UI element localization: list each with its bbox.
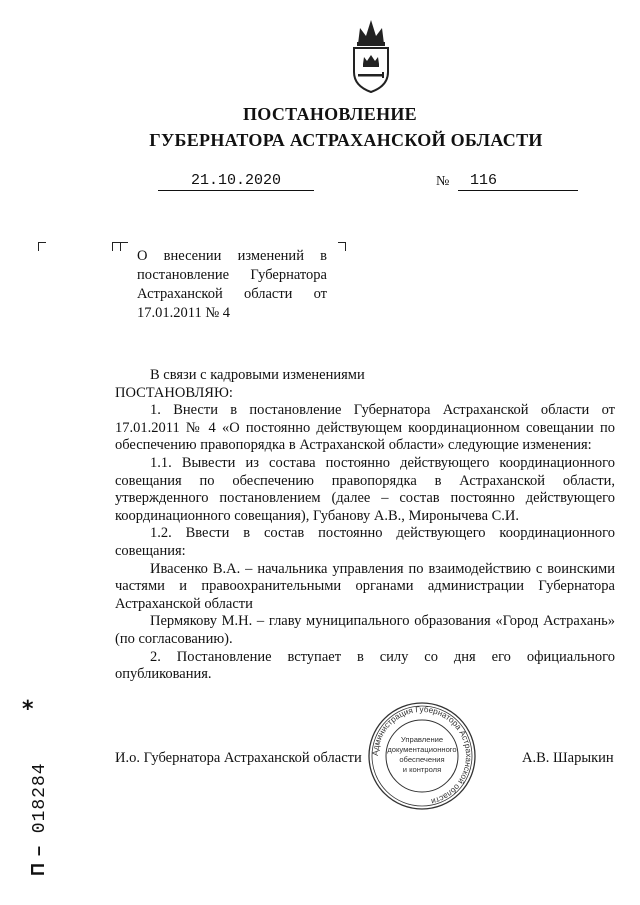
- decree-word: ПОСТАНОВЛЯЮ:: [115, 384, 233, 401]
- stamp-center-line: обеспечения: [399, 755, 445, 764]
- number-label: №: [436, 174, 450, 189]
- intro-paragraph: В связи с кадровыми изменениями: [150, 367, 365, 383]
- corner-mark: [112, 242, 120, 251]
- paragraph-1: 1. Внести в постановление Губернатора Астраханской области от 17.01.2011 № 4 «О постоянно действующем координационном совещании по обеспечению правопорядка в Астраханской области» следующие изменения:: [115, 402, 615, 454]
- side-serial-code: [28, 762, 50, 876]
- paragraph-1-1: 1.1. Вывести из состава постоянно действующего координационного совещания по обеспечению правопорядка в Астраханской области, утвержденного постановлением (далее – состав постоянно действующего координационного совещания), Губанову А.В., Миронычева С.И.: [115, 454, 615, 524]
- corner-mark: [338, 242, 346, 251]
- paragraph-2: 2. Постановление вступает в силу со дня его официального опубликования.: [115, 648, 615, 683]
- stamp-ring-text: Администрация Губернатора Астраханской области: [370, 704, 474, 806]
- document-date: 21.10.2020: [158, 172, 314, 191]
- corner-mark: [120, 242, 128, 251]
- official-stamp: [367, 700, 477, 812]
- corner-mark: [38, 242, 46, 251]
- stamp-center-line: Управление: [400, 735, 444, 744]
- serial-number: 018284: [30, 762, 50, 834]
- document-body: [115, 367, 615, 684]
- serial-prefix: П –: [28, 845, 48, 876]
- document-title: ПОСТАНОВЛЕНИЕ: [243, 104, 417, 124]
- paragraph-1-2: 1.2. Ввести в состав постоянно действующего координационного совещания:: [115, 525, 615, 559]
- signatory-position: И.о. Губернатора Астраханской области: [115, 750, 362, 766]
- document-subject: О внесении изменений в постановление Губернатора Астраханской области от 17.01.2011 № 4: [137, 248, 327, 321]
- side-star-mark: *: [22, 697, 34, 722]
- document-subtitle: ГУБЕРНАТОРА АСТРАХАНСКОЙ ОБЛАСТИ: [149, 130, 543, 150]
- stamp-center-line: и контроля: [402, 765, 442, 774]
- coat-of-arms-icon: [346, 14, 396, 94]
- paragraph-permyakova: Пермякову М.Н. – главу муниципального образования «Город Астрахань» (по согласованию).: [115, 613, 615, 647]
- document-number: 116: [458, 172, 578, 191]
- stamp-center-line: документационного: [387, 745, 457, 754]
- paragraph-ivasenko: Ивасенко В.А. – начальника управления по взаимодействию с воинскими частями и правоохранительными органами администрации Губернатора Астраханской области: [115, 560, 615, 612]
- signatory-name: А.В. Шарыкин: [522, 750, 614, 766]
